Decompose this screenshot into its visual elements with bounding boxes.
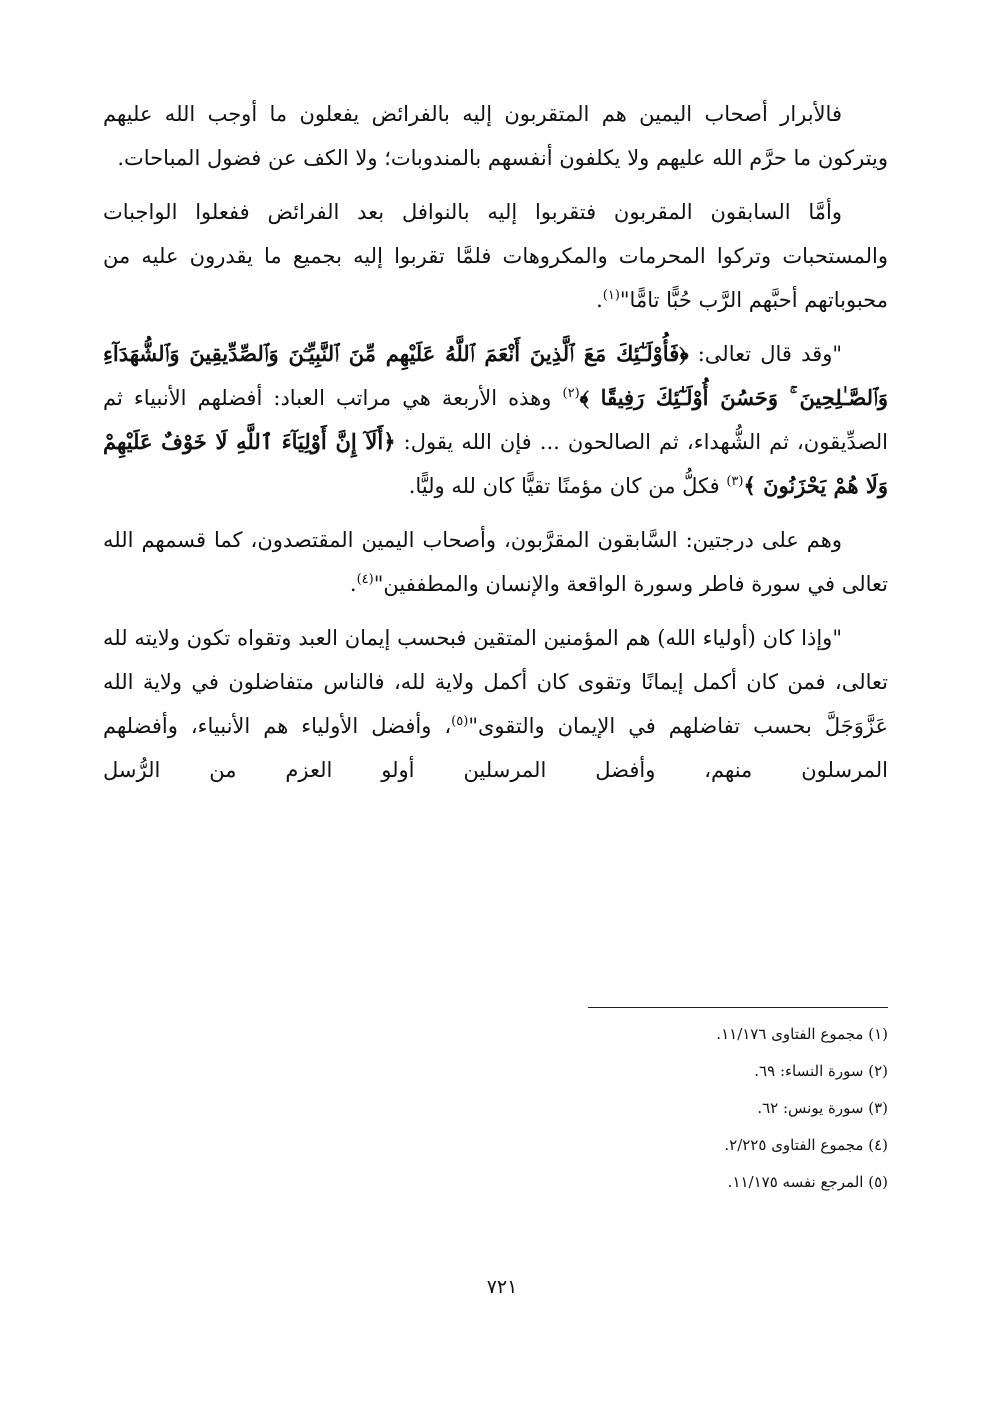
main-text [103,92,888,792]
quran-verse: ﴿أَلَآ إِنَّ أَوْلِيَآءَ ٱللَّهِ لَا خَوْفٌ عَلَيْهِمْ وَلَا هُمْ يَحْزَنُونَ ﴾ [103,429,888,498]
text-run: . [596,288,603,312]
footnote-divider [588,1007,888,1008]
page-number: ٧٢١ [486,1276,518,1298]
paragraph [103,332,888,508]
text-run: . [349,572,357,596]
footnote: (١) مجموع الفتاوى ١١/١٧٦. [716,1025,888,1043]
text-run: ، وأفضل الأولياء هم الأنبياء، وأفضلهم المرسلون منهم، وأفضل المرسلين أولو العزم من الرُّسل [103,714,888,782]
text-run: فالأبرار أصحاب اليمين هم المتقربون إليه بالفرائض يفعلون ما أوجب الله عليهم ويتركون ما حرَّم الله عليهم ولا يكلفون أنفسهم بالمندوبات؛ ولا الكف عن فضول المباحات. [103,102,888,170]
text-run: "وقد قال تعالى: [688,342,842,366]
footnotes [288,1023,888,1208]
footnote-reference: (١) [602,288,620,303]
paragraph [103,616,888,792]
text-run: وأمَّا السابقون المقربون فتقربوا إليه بالنوافل بعد الفرائض ففعلوا الواجبات والمستحبات وتركوا المحرمات والمكروهات فلمَّا تقربوا إليه بجميع ما يقدرون عليه من محبوباتهم أحبَّهم الرَّب حُبًّا تامًّا" [103,200,888,312]
footnote-reference: (٥) [451,714,469,729]
text-run: "وإذا كان (أولياء الله) هم المؤمنين المتقين فبحسب إيمان العبد وتقواه تكون ولايته لله تعالى، فمن كان أكمل إيمانًا وتقوى كان أكمل ولاية لله، فالناس متفاضلون في ولاية الله عَزَّوَجَلَّ بحسب تفاضلهم في الإيمان والتقوى" [103,626,888,738]
paragraph [103,190,888,322]
footnote-reference: (٣) [726,474,744,489]
text-run: وهم على درجتين: السَّابقون المقرَّبون، وأصحاب اليمين المقتصدون، كما قسمهم الله تعالى في سورة فاطر وسورة الواقعة والإنسان والمطففين" [103,528,888,596]
footnote: (٢) سورة النساء: ٦٩. [754,1062,888,1080]
quran-verse: ﴿فَأُوْلَـٰٓئِكَ مَعَ ٱلَّذِينَ أَنْعَمَ ٱللَّهُ عَلَيْهِم مِّنَ ٱلنَّبِيِّـۧنَ وَٱلصِّدِّيقِينَ وَٱلشُّهَدَآءِ وَٱلصَّـٰلِحِينَ ۚ وَحَسُنَ أُوْلَـٰٓئِكَ رَفِيقًا ﴾ [103,341,888,410]
footnote-reference: (٤) [356,572,374,587]
paragraph [103,518,888,606]
text-run: وهذه الأربعة هي مراتب العباد: أفضلهم الأنبياء ثم الصدِّيقون، ثم الشُّهداء، ثم الصالحون ... فإن الله يقول: [103,386,889,454]
paragraph [103,92,888,180]
footnote: (٥) المرجع نفسه ١١/١٧٥. [727,1173,888,1191]
footnote-reference: (٢) [562,386,580,401]
footnote: (٤) مجموع الفتاوى ٢/٢٢٥. [724,1136,888,1154]
text-run: فكلُّ من كان مؤمنًا تقيًّا كان لله وليًّا. [408,474,727,498]
footnote: (٣) سورة يونس: ٦٢. [757,1099,888,1117]
